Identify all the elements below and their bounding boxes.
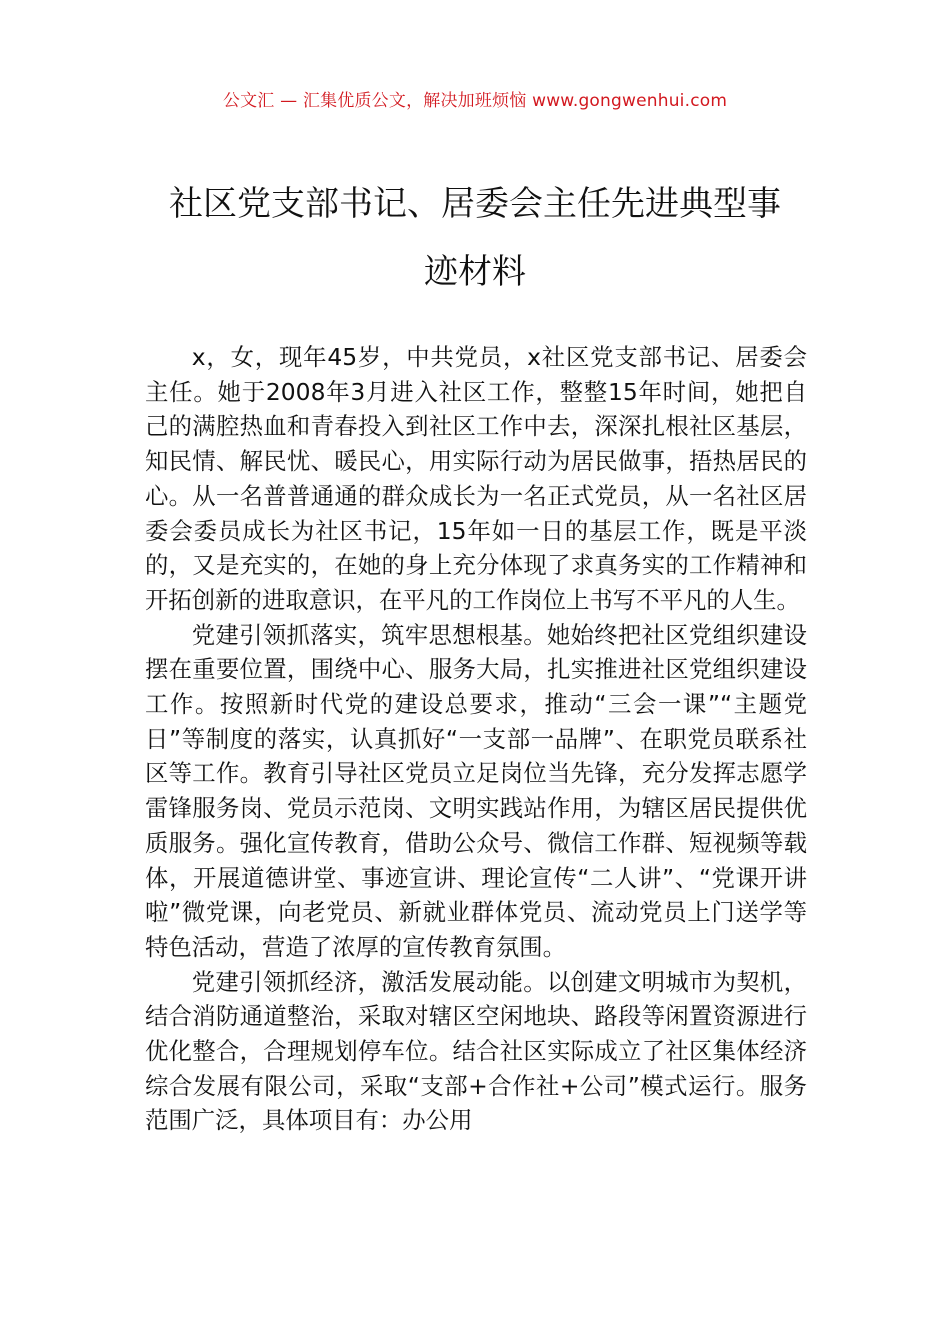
header-banner: 公文汇 — 汇集优质公文，解决加班烦恼 www.gongwenhui.com xyxy=(222,91,728,111)
document-title xyxy=(145,170,805,306)
document-title-line-2: 迹材料 xyxy=(424,252,526,292)
body-paragraph-1: x，女，现年45岁，中共党员，x社区党支部书记、居委会主任。她于2008年3月进入社区工作，整整15年时间，她把自己的满腔热血和青春投入到社区工作中去，深深扎根社区基层，知民情、解民忧、暖民心，用实际行动为居民做事，捂热居民的心。从一名普普通通的群众成长为一名正式党员，从一名社区居委会委员成长为社区书记，15年如一日的基层工作，既是平淡的，又是充实的，在她的身上充分体现了求真务实的工作精神和开拓创新的进取意识，在平凡的工作岗位上书写不平凡的人生。 xyxy=(145,343,807,614)
document-body xyxy=(145,340,807,1138)
body-paragraph-3: 党建引领抓经济，激活发展动能。以创建文明城市为契机，结合消防通道整治，采取对辖区空闲地块、路段等闲置资源进行优化整合，合理规划停车位。结合社区实际成立了社区集体经济综合发展有限公司，采取“支部+合作社+公司”模式运行。服务范围广泛，具体项目有：办公用 xyxy=(145,967,807,1135)
document-title-line-1: 社区党支部书记、居委会主任先进典型事 xyxy=(169,184,781,224)
body-paragraph-2: 党建引领抓落实，筑牢思想根基。她始终把社区党组织建设摆在重要位置，围绕中心、服务大局，扎实推进社区党组织建设工作。按照新时代党的建设总要求，推动“三会一课”“主题党日”等制度的落实，认真抓好“一支部一品牌”、在职党员联系社区等工作。教育引导社区党员立足岗位当先锋，充分发挥志愿学雷锋服务岗、党员示范岗、文明实践站作用，为辖区居民提供优质服务。强化宣传教育，借助公众号、微信工作群、短视频等载体，开展道德讲堂、事迹宣讲、理论宣传“二人讲”、“党课开讲啦”微党课，向老党员、新就业群体党员、流动党员上门送学等特色活动，营造了浓厚的宣传教育氛围。 xyxy=(145,620,807,961)
